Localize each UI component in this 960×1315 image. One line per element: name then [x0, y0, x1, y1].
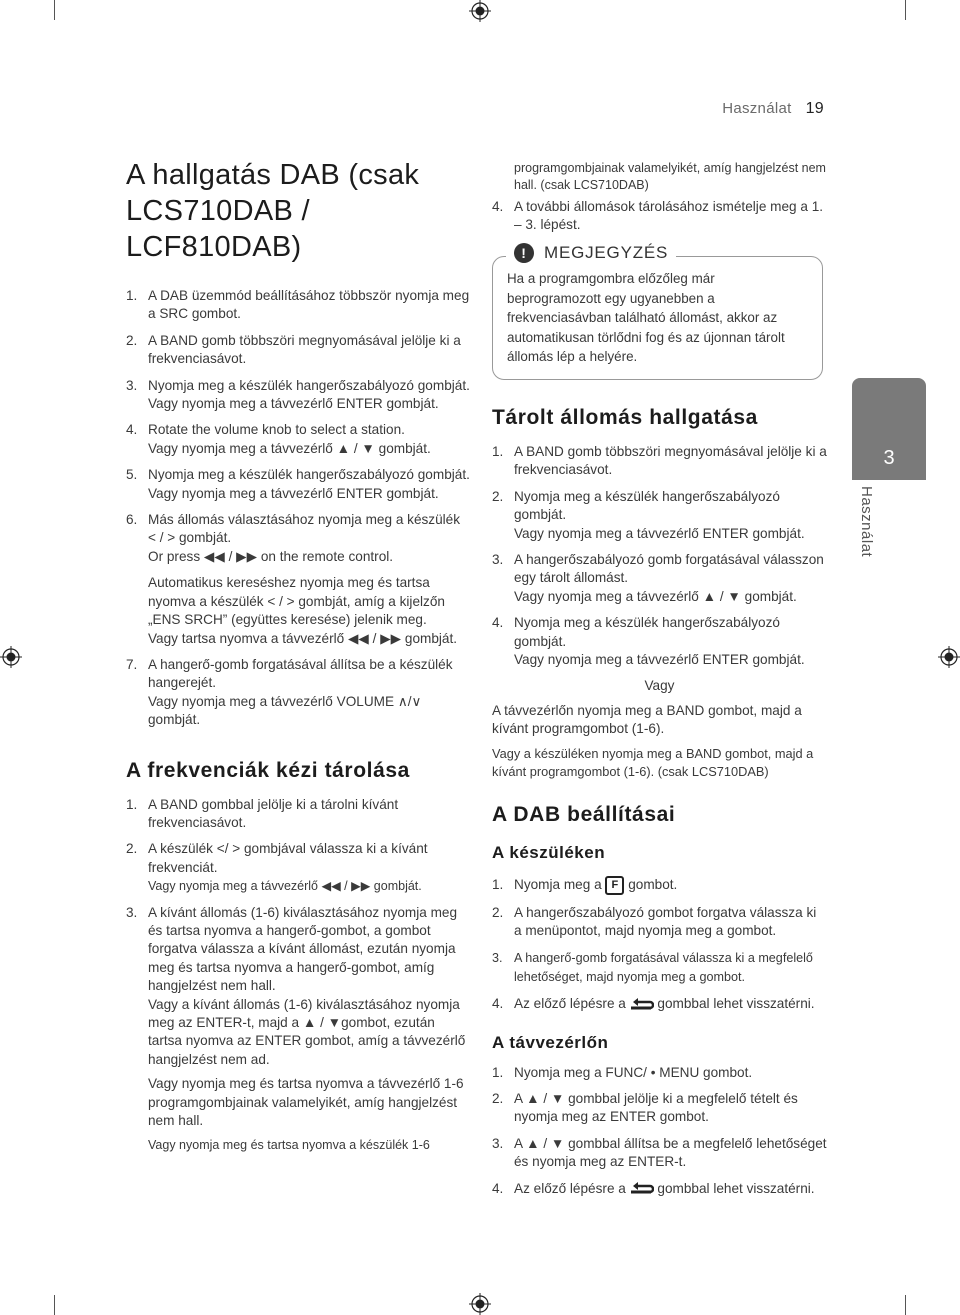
list-item: 6. Más állomás választásához nyomja meg a készülék < / > gombját. Or press ◀◀ / ▶▶ on the remote control. [126, 512, 461, 564]
manual-step3-extra: Vagy nyomja meg és tartsa nyomva a távvezérlő 1-6 programgombjainak valamelyikét, amíg hangjelzést nem hall. Vagy nyomja meg és tartsa nyomva a készülék 1-6 [148, 1076, 464, 1153]
step6-extra: Automatikus kereséshez nyomja meg és tartsa nyomva a készülék < / > gombját, amíg a kijelzőn „ENS SRCH” (együttes keresése) jelenik meg. Vagy tartsa nyomva a távvezérlő ◀◀ / ▶▶ gombját. [148, 575, 458, 646]
or-word: Vagy [644, 678, 675, 694]
list-item: 2. Nyomja meg a készülék hangerőszabályozó gombját. Vagy nyomja meg a távvezérlő ENTER gombját. [492, 488, 805, 541]
crop-mark-bottom-left [54, 1295, 55, 1315]
page-header [722, 100, 824, 118]
registration-mark-icon [469, 1293, 491, 1315]
note-text: Ha a programgombra előzőleg már beprogramozott egy ugyanebben a frekvenciasávban található állomást, akkor az automatikusan törlődni fog és az újonnan tárolt állomás lép a helyére. [507, 271, 785, 364]
list-item: 4. Az előző lépésre a gombbal lehet visszatérni. [492, 1180, 815, 1196]
section-heading-dab: A DAB beállításai [492, 802, 676, 826]
chapter-tab-label: Használat [858, 486, 875, 558]
list-item: 3. A ▲ / ▼ gombbal állítsa be a megfelelő lehetőséget és nyomja meg az ENTER-t. [492, 1135, 827, 1170]
list-item: 5. Nyomja meg a készülék hangerőszabályozó gombját. Vagy nyomja meg a távvezérlő ENTER gombját. [126, 467, 470, 501]
list-item: 1. A BAND gombbal jelölje ki a tárolni kívánt frekvenciasávot. [126, 796, 399, 830]
list-item: 2. A BAND gomb többszöri megnyomásával jelölje ki a frekvenciasávot. [126, 332, 461, 367]
list-item: 2. A készülék </ > gombjával válassza ki a kívánt frekvenciát. Vagy nyomja meg a távvezérlő ◀◀ / ▶▶ gombját. [126, 841, 428, 894]
page-number: 19 [805, 100, 824, 117]
list-item: 1. Nyomja meg a FUNC/ • MENU gombot. [492, 1064, 753, 1080]
right-column: programgombjainak valamelyikét, amíg hangjelzést nem hall. (csak LCS710DAB) 4. A további állomások tárolásához ismételje meg a 1. – 3. lépést. [492, 160, 827, 235]
list-item: 2. A ▲ / ▼ gombbal jelölje ki a megfelelő tételt és nyomja meg az ENTER gombot. [492, 1090, 798, 1125]
list-item: 2. A hangerőszabályozó gombot forgatva válassza ki a menüpontot, majd nyomja meg a gombot. [492, 904, 817, 938]
chapter-tab [852, 378, 926, 480]
crop-mark-bottom-right [905, 1295, 906, 1315]
list-item: 1. A BAND gomb többszöri megnyomásával jelölje ki a frekvenciasávot. [492, 444, 827, 478]
right-column-lower: Tárolt állomás hallgatása 1. A BAND gomb többszöri megnyomásával jelölje ki a frekvenciasávot. 2. Nyomja meg a készülék hangerőszabályozó gombját. Vagy nyomja meg a távvezérlő ENTER gombját. 3. A hangerőszabályozó gomb forgatásával válasszon egy tárolt állomást. Vagy nyomja meg a távvezérlő ▲ / ▼ gombját. 4. Nyomja meg a készülék hangerőszabályozó gombját. Vagy nyomja meg a távvezérlő ENTER gombját. Vagy A távvezérlőn nyomja meg a BAND gombot, majd a kívánt programgombot (1-6). Vagy a készüléken nyomja meg a BAND gombot, majd a kívánt programgombot (1-6). (csak LCS710DAB) A DAB beállításai A készüléken 1. Nyomja meg a F gombot. 2. A hangerőszabályozó gombot forgatva válassza ki a menüpontot, majd nyomja meg a gombot. 3. A hangerő-gomb forgatásával válassza ki a megfelelő lehetőséget, majd nyomja meg a gombot. 4. Az előző lépésre a gombbal lehet visszatérni. A távvezérlőn 1. Nyomja meg a FUNC/ • MENU gombot. 2. A ▲ / ▼ gombbal jelölje ki a megfelelő tételt és nyomja meg az ENTER gombot. 3. A ▲ / ▼ gombbal állítsa be a megfelelő lehetőséget és nyomja meg az ENTER-t. 4. Az előző lépésre a gombbal lehet visszatérni. [492, 405, 827, 1198]
list-item: 1. Nyomja meg a F gombot. [492, 876, 827, 895]
crop-mark-top-right [905, 0, 906, 20]
section-heading-manual: A frekvenciák kézi tárolása [126, 758, 410, 782]
chapter-number: 3 [883, 447, 895, 469]
list-item: 4. A további állomások tárolásához ismételje meg a 1. – 3. lépést. [492, 199, 824, 233]
section-title: Használat [722, 100, 792, 117]
page-title: A hallgatás DAB (csak LCS710DAB / LCF810DAB) [126, 159, 420, 263]
list-item: 4. Az előző lépésre a gombbal lehet visszatérni. [492, 996, 815, 1012]
list-item: 3. A hangerőszabályozó gomb forgatásával válasszon egy tárolt állomást. Vagy nyomja meg a távvezérlő ▲ / ▼ gombját. [492, 552, 824, 604]
section-heading-stored: Tárolt állomás hallgatása [492, 406, 758, 429]
list-item: 1. A DAB üzemmód beállításához többször nyomja meg a SRC gombot. [126, 288, 470, 322]
list-item: 7. A hangerő-gomb forgatásával állítsa be a készülék hangerejét. Vagy nyomja meg a távvezérlő VOLUME ∧/∨ gombját. [126, 656, 453, 728]
subheading-device: A készüléken [492, 842, 606, 862]
registration-mark-icon [938, 646, 960, 668]
return-icon [630, 998, 654, 1012]
exclamation-icon: ! [514, 243, 534, 263]
subheading-remote: A távvezérlőn [492, 1032, 609, 1052]
list-item: 4. Rotate the volume knob to select a station. Vagy nyomja meg a távvezérlő ▲ / ▼ gombját. [126, 422, 431, 456]
crop-mark-top-left [54, 0, 55, 20]
note-title: ! MEGJEGYZÉS [506, 243, 676, 263]
list-item: 3. Nyomja meg a készülék hangerőszabályozó gombját. Vagy nyomja meg a távvezérlő ENTER gombját. [126, 377, 470, 412]
registration-mark-icon [0, 646, 22, 668]
return-icon [630, 1182, 654, 1196]
function-button-icon: F [605, 876, 624, 895]
list-item: 3. A kívánt állomás (1-6) kiválasztásához nyomja meg és tartsa nyomva a hangerő-gombot, a gombot forgatva válassza a kívánt állomást, ezután nyomja meg és tartsa nyomva a hangerő-gombot, amíg hangjelzést nem hall. Vagy a kívánt állomás (1-6) kiválasztásához nyomja meg az ENTER-t, majd a ▲ / ▼gombot, ezután tartsa nyomva az ENTER gombot, amíg a távvezérlő hangjelzést nem ad. [126, 904, 466, 1067]
registration-mark-icon [469, 0, 491, 22]
list-item: 3. A hangerő-gomb forgatásával válassza ki a megfelelő lehetőséget, majd nyomja meg a gombot. [492, 951, 813, 984]
list-item: 4. Nyomja meg a készülék hangerőszabályozó gombját. Vagy nyomja meg a távvezérlő ENTER gombját. [492, 615, 805, 668]
left-column [126, 157, 471, 1155]
